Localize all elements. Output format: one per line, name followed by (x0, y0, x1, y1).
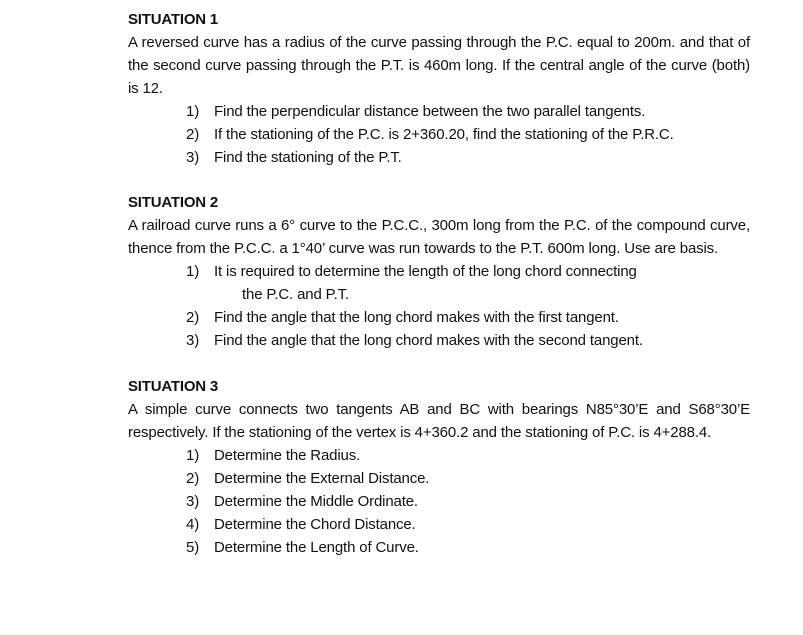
situation-paragraph: A reversed curve has a radius of the curve passing through the P.C. equal to 200m. and that of the second curve passing through the P.T. is 460m long. If the central angle of the curve (both) is 12. (128, 34, 750, 97)
question-text: Find the stationing of the P.T. (214, 149, 402, 166)
question-item (128, 513, 750, 536)
situation-heading: SITUATION 1 (128, 11, 219, 28)
question-number: 2) (186, 470, 200, 487)
question-text: It is required to determine the length of the long chord connecting (214, 263, 637, 280)
question-item (128, 444, 750, 467)
question-item (128, 260, 750, 306)
question-item (128, 467, 750, 490)
question-text-continuation: the P.C. and P.T. (242, 286, 349, 303)
question-number: 3) (186, 149, 200, 166)
question-number: 2) (186, 126, 200, 143)
question-text: Determine the External Distance. (214, 470, 430, 487)
document-page (128, 8, 750, 559)
question-text: Determine the Middle Ordinate. (214, 493, 418, 510)
situation-2 (128, 191, 750, 352)
question-item (128, 329, 750, 352)
question-text: Determine the Radius. (214, 447, 361, 464)
question-number: 1) (186, 103, 200, 120)
question-number: 3) (186, 493, 200, 510)
question-item (128, 123, 750, 146)
question-item (128, 536, 750, 559)
question-text: Determine the Length of Curve. (214, 539, 419, 556)
question-text: Find the angle that the long chord makes with the second tangent. (214, 332, 643, 349)
situation-1 (128, 8, 750, 169)
question-number: 1) (186, 447, 200, 464)
question-number: 4) (186, 516, 200, 533)
question-list (128, 260, 750, 352)
question-item (128, 306, 750, 329)
question-number: 5) (186, 539, 200, 556)
question-item (128, 146, 750, 169)
question-list (128, 100, 750, 169)
question-text: If the stationing of the P.C. is 2+360.20, find the stationing of the P.R.C. (214, 126, 674, 143)
question-number: 1) (186, 263, 200, 280)
question-text: Determine the Chord Distance. (214, 516, 416, 533)
question-item (128, 490, 750, 513)
situation-3 (128, 375, 750, 559)
situation-paragraph: A railroad curve runs a 6° curve to the P.C.C., 300m long from the P.C. of the compound curve, thence from the P.C.C. a 1°40’ curve was run towards to the P.T. 600m long. Use are basis. (128, 217, 750, 257)
question-text-block (214, 260, 750, 306)
situation-heading: SITUATION 2 (128, 194, 219, 211)
situation-paragraph: A simple curve connects two tangents AB and BC with bearings N85°30’E and S68°30’E respectively. If the stationing of the vertex is 4+360.2 and the stationing of P.C. is 4+288.4. (128, 401, 750, 441)
question-item (128, 100, 750, 123)
question-number: 3) (186, 332, 200, 349)
question-number: 2) (186, 309, 200, 326)
question-list (128, 444, 750, 559)
situation-heading: SITUATION 3 (128, 378, 219, 395)
question-text: Find the perpendicular distance between the two parallel tangents. (214, 103, 646, 120)
question-text: Find the angle that the long chord makes with the first tangent. (214, 309, 619, 326)
